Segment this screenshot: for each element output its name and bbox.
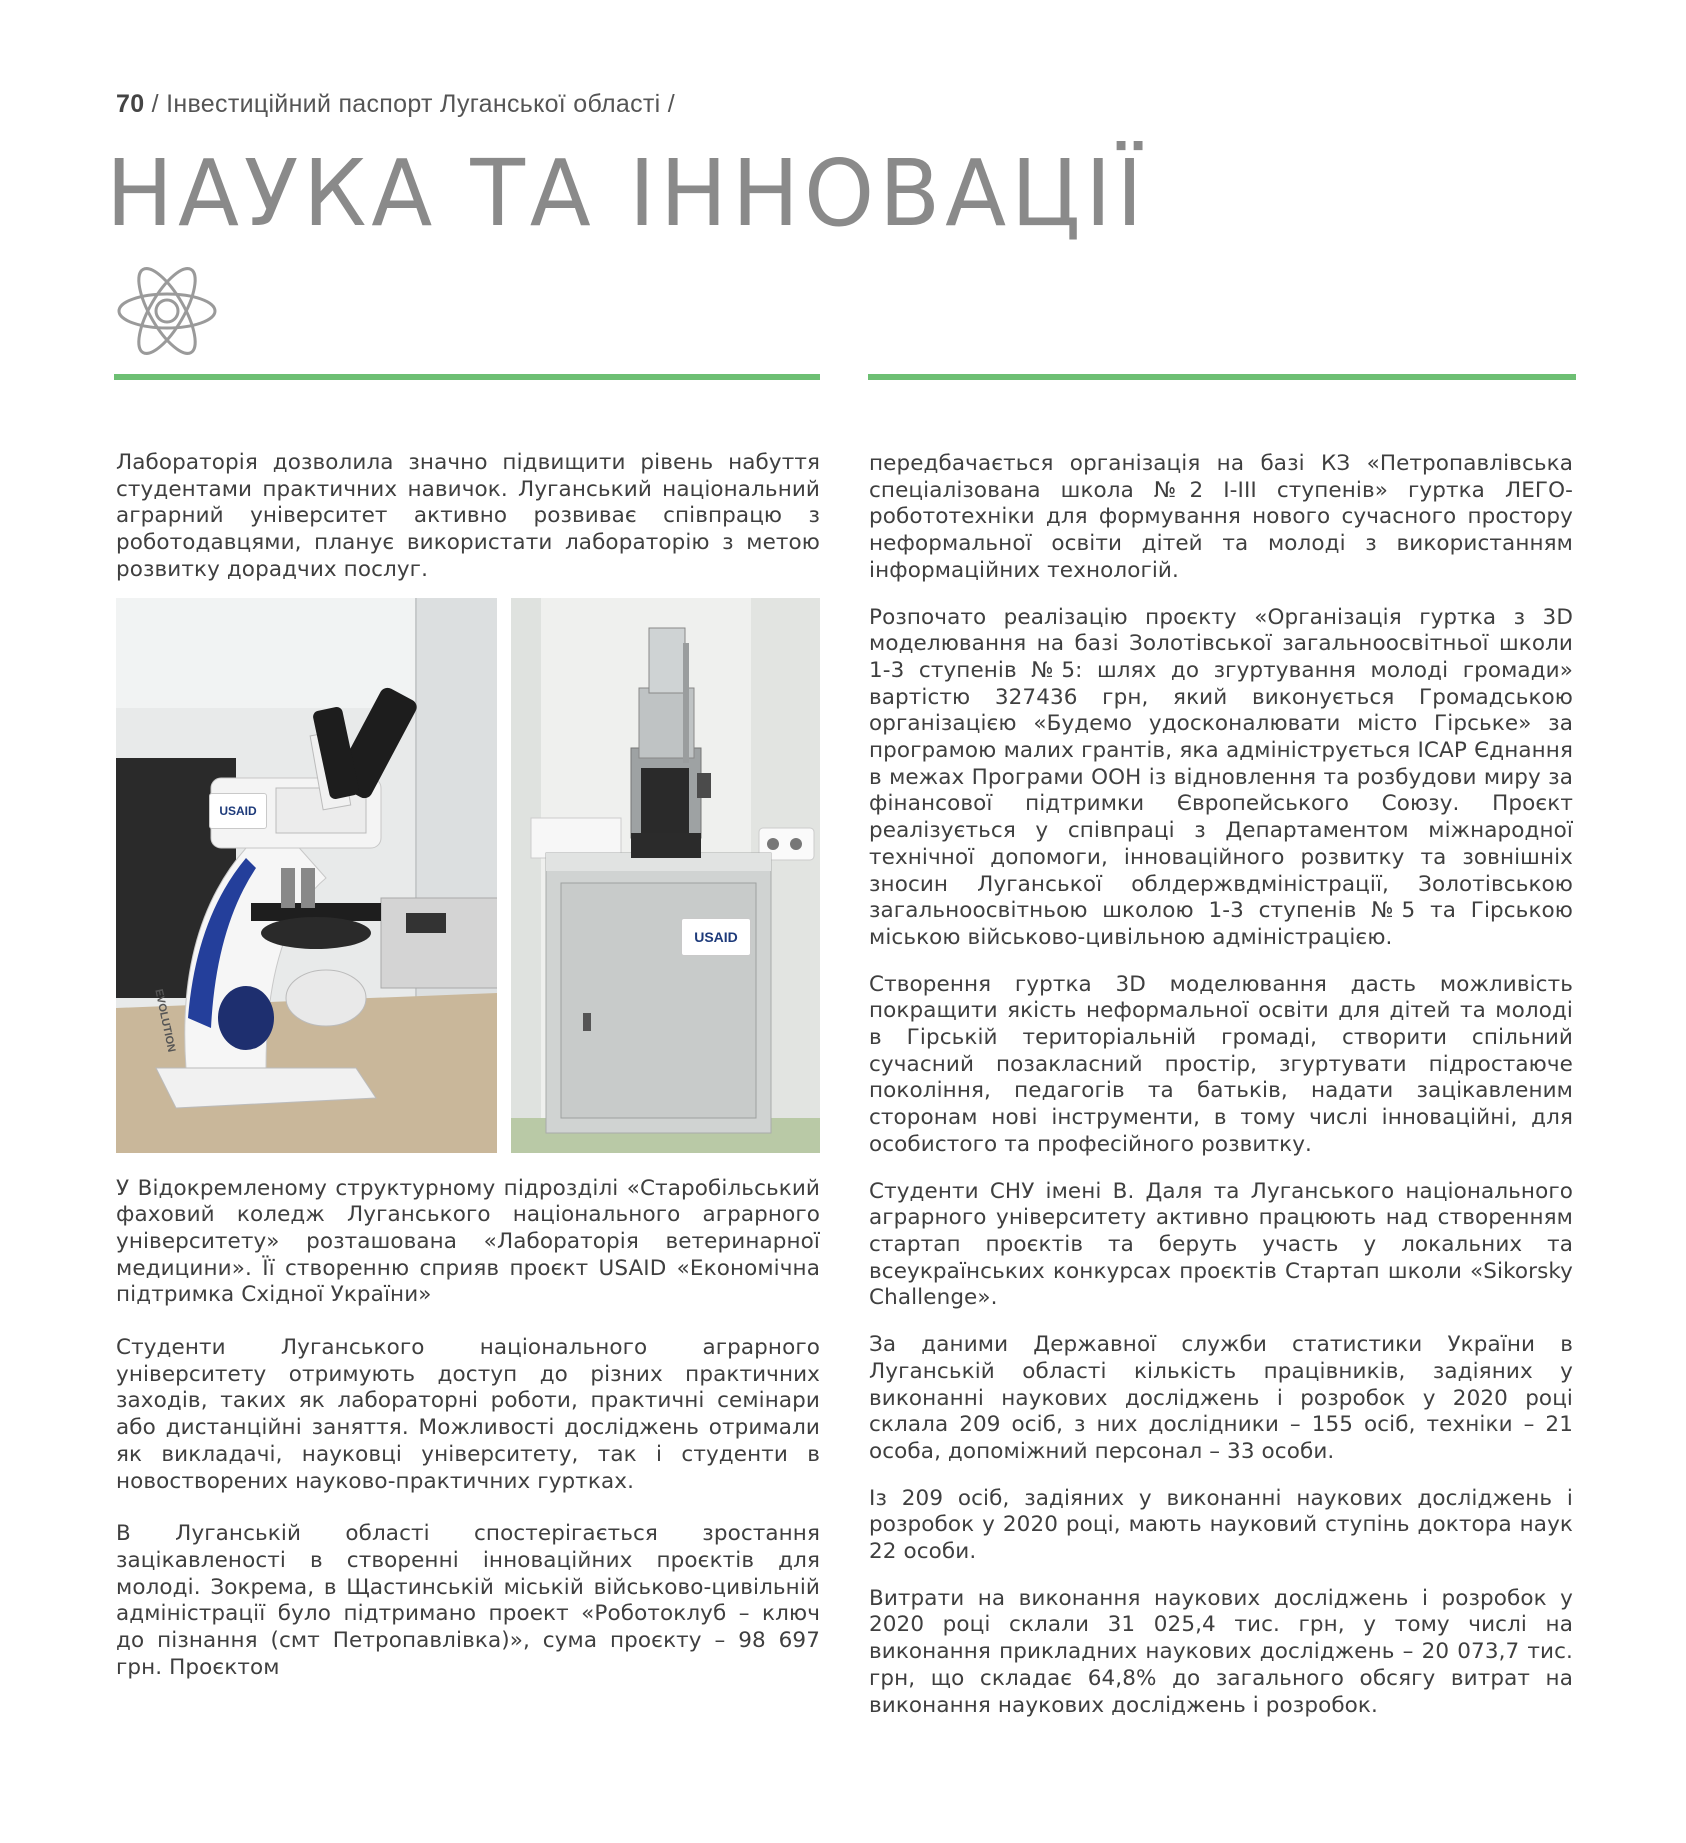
- running-title: / Інвестиційний паспорт Луганської області /: [144, 90, 675, 118]
- section-rule-right: [868, 374, 1576, 380]
- photo-row: [116, 598, 820, 1153]
- paragraph: Створення гуртка 3D моделювання дасть можливість покращити якість неформальної освіти для дітей та молоді в Гірській територіальній громаді, створити спільний сучасний позакласний простір, згуртувати підростаюче покоління, педагогів та батьків, надати зацікавленим сторонам нові інструменти, в тому числі інноваційні, для особистого та професійного розвитку.: [869, 971, 1573, 1157]
- paragraph: Витрати на виконання наукових досліджень і розробок у 2020 році склали 31 025,4 тис. грн, у тому числі на виконання прикладних наукових досліджень – 20 073,7 тис. грн, що складає 64,8% до загального обсягу витрат на виконання наукових досліджень і розробок.: [869, 1585, 1573, 1718]
- microscope-photo: [116, 598, 497, 1153]
- usaid-logo-text: USAID: [219, 803, 257, 818]
- paragraph: Студенти Луганського національного аграрного університету отримують доступ до різних практичних заходів, таких як лабораторні роботи, практичні семінари або дистанційні заняття. Можливості досліджень отримали як викладачі, науковці університету, так і студенти в новостворених науково-практичних гуртках.: [116, 1335, 820, 1494]
- usaid-logo: [209, 793, 267, 829]
- left-column: [116, 450, 820, 1695]
- paragraph: Лабораторія дозволила значно підвищити рівень набуття студентами практичних навичок. Луганський національний аграрний університет активно розвиває співпрацю з роботодавцями, планує використати лабораторію з метою розвитку дорадчих послуг.: [116, 450, 820, 582]
- paragraph: В Луганській області спостерігається зростання зацікавленості в створенні інноваційних проєктів для молоді. Зокрема, в Щастинській міській військово-цивільній адміністрації було підтримано проект «Роботоклуб – ключ до пізнання (смт Петропавлівка)», сума проєкту – 98 697 грн. Проєктом: [116, 1521, 820, 1680]
- page-number: 70: [116, 90, 145, 118]
- paragraph: Розпочато реалізацію проєкту «Організація гуртка з 3D моделювання на базі Золотівської загальноосвітньої школи 1-3 ступенів №5: шлях до згуртування молоді громади» вартістю 327436 грн, який виконується Громадською організацією «Будемо удосконалювати місто Гірське» за програмою малих грантів, яка адмініструється ІСАР Єднання в межах Програми ООН із відновлення та розбудови миру за фінансової підтримки Європейського Союзу. Проєкт реалізується у співпраці з Департаментом міжнародної технічної допомоги, інноваційного розвитку та зовнішніх зносин Луганської облдержвдміністрації, Золотівською загальноосвітньою школою 1-3 ступенів №5 та Гірською міською військово-цивільною адміністрацією.: [869, 604, 1573, 950]
- usaid-logo-text: USAID: [694, 928, 738, 945]
- paragraph: У Відокремленому структурному підрозділі «Старобільський фаховий коледж Луганського національного аграрного університету» розташована «Лабораторія ветеринарної медицини». Її створенню сприяв проєкт USAID «Економічна підтримка Східної України»: [116, 1175, 820, 1308]
- section-rule-left: [114, 374, 820, 380]
- distiller-photo: [511, 598, 820, 1153]
- paragraph: За даними Державної служби статистики України в Луганській області кількість працівників, задіяних у виконанні наукових досліджень і розробок у 2020 році склала 209 осіб, з них дослідники – 155 осіб, техніки – 21 особа, допоміжний персонал – 33 особи.: [869, 1332, 1573, 1464]
- atom-icon: [114, 258, 220, 364]
- paragraph: Студенти СНУ імені В. Даля та Луганського національного аграрного університету активно працюють над створенням стартап проєктів та беруть участь у локальних та всеукраїнських конкурсах проєктів Стартап школи «Sikorsky Challenge».: [869, 1178, 1573, 1311]
- section-title: НАУКА ТА ІННОВАЦІЇ: [106, 140, 1148, 247]
- paragraph: Із 209 осіб, задіяних у виконанні наукових досліджень і розробок у 2020 році, мають науковий ступінь доктора наук 22 особи.: [869, 1485, 1573, 1565]
- running-header: [116, 90, 675, 119]
- brand-text: EVOLUTION: [152, 987, 178, 1053]
- usaid-logo: [681, 918, 751, 956]
- right-column: [869, 451, 1573, 1733]
- paragraph: передбачається організація на базі КЗ «Петропавлівська спеціалізована школа №2 І-ІІІ ступенів» гуртка ЛЕГО-робототехніки для формування нового сучасного простору неформальної освіти дітей та молоді з використанням інформаційних технологій.: [869, 451, 1573, 583]
